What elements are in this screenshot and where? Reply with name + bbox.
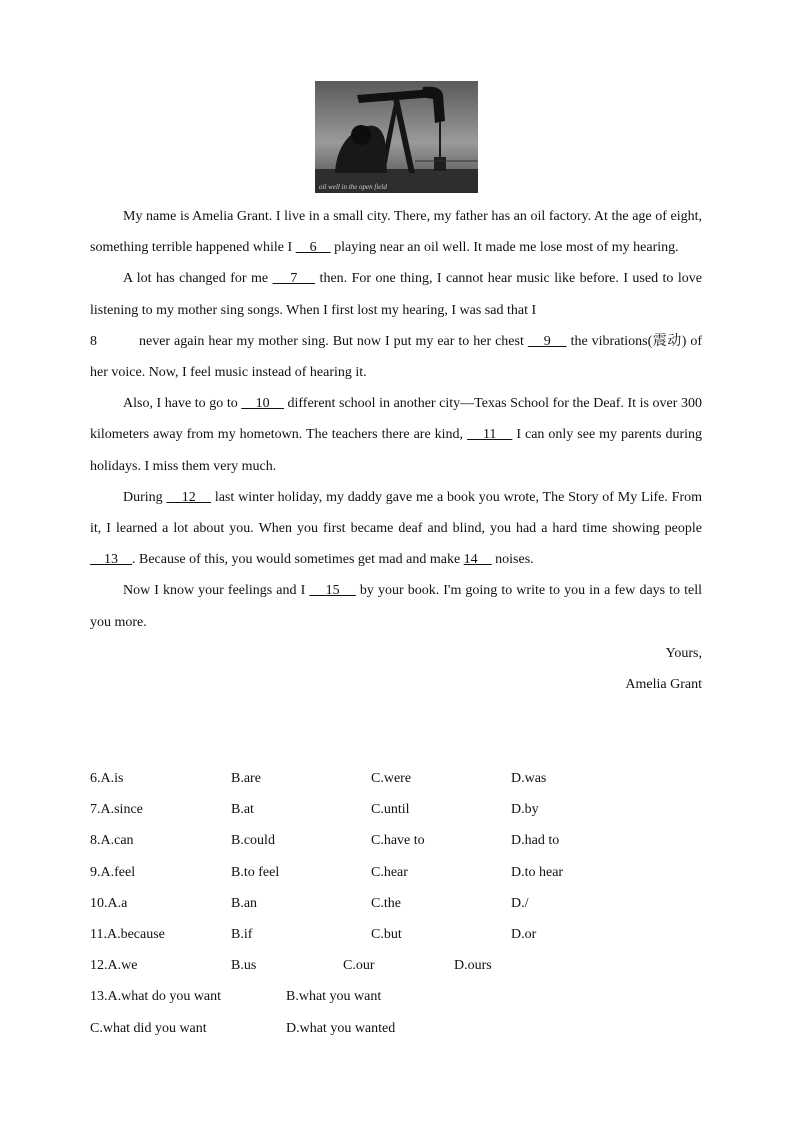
option: C.were	[371, 771, 412, 786]
paragraph-5: Now I know your feelings and I 15 by your book. I'm going to write to you in a few days to tell you more.	[90, 583, 703, 630]
option: C.but	[371, 926, 402, 942]
blank-11: 11	[467, 427, 513, 443]
option: D.or	[511, 926, 537, 942]
option: 10.A.a	[90, 895, 128, 911]
option: B.at	[231, 802, 254, 818]
blank-7: 7	[272, 271, 316, 287]
option: C.until	[371, 802, 410, 818]
blank-8: 8	[90, 333, 97, 349]
blank-10: 10	[241, 396, 284, 412]
option: B.to feel	[231, 864, 280, 880]
option: 9.A.feel	[90, 864, 136, 880]
blank-15: 15	[309, 583, 356, 599]
option: B.us	[231, 958, 257, 974]
option: D.ours	[454, 958, 492, 974]
option: D.what you wanted	[286, 1020, 396, 1036]
option: 6.A.is	[90, 771, 124, 786]
option: D.to hear	[511, 864, 564, 880]
option: D.was	[511, 771, 547, 786]
option: C.have to	[371, 833, 425, 849]
option: 8.A.can	[90, 833, 134, 849]
blank-6: 6	[295, 240, 331, 256]
option: C.the	[371, 895, 401, 911]
blank-13: 13	[90, 552, 132, 568]
option: D./	[511, 895, 529, 911]
photo-caption: oil well in the open field	[319, 183, 387, 191]
option: C.our	[343, 958, 375, 974]
blank-14: 14	[463, 552, 492, 568]
option: B.what you want	[286, 989, 382, 1005]
paragraph-1: My name is Amelia Grant. I live in a small city. There, my father has an oil factory. At the age of eight, something terrible happened while I 6 playing near an oil well. It made me lose most of my hearing.	[90, 209, 702, 256]
paragraph-2: A lot has changed for me 7 then. For one thing, I cannot hear music like before. I used to love listening to my mother sing songs. When I first lost my hearing, I was sad that I 8 never again hear my mother sing. But now I put my ear to her chest 9 the vibrations(震动) of her voice. Now, I feel music instead of hearing it.	[90, 271, 702, 381]
paragraph-4: During 12 last winter holiday, my daddy gave me a book you wrote, The Story of My Life. From it, I learned a lot about you. When you first became deaf and blind, you had a hard time showing people 13 . Because of this, you would sometimes get mad and make 14 noises.	[90, 489, 703, 568]
option: C.hear	[371, 864, 408, 880]
oil-well-photo	[315, 81, 478, 193]
option: 12.A.we	[90, 958, 138, 974]
option: 13.A.what do you want	[90, 989, 222, 1005]
blank-12: 12	[166, 489, 212, 505]
option: 7.A.since	[90, 802, 143, 818]
option: C.what did you want	[90, 1020, 207, 1036]
passage	[90, 201, 702, 700]
option: B.could	[231, 833, 275, 849]
option: B.an	[231, 895, 258, 911]
closing: Yours,	[665, 645, 702, 661]
signature: Amelia Grant	[625, 677, 702, 693]
blank-9: 9	[527, 333, 567, 349]
option: D.had to	[511, 833, 560, 849]
option: B.are	[231, 771, 261, 786]
option: D.by	[511, 802, 539, 818]
option: B.if	[231, 926, 253, 942]
paragraph-3: Also, I have to go to 10 different school in another city—Texas School for the Deaf. It is over 300 kilometers away from my hometown. The teachers there are kind, 11 I can only see my parents during holidays. I miss them very much.	[90, 396, 702, 474]
option: 11.A.because	[90, 926, 165, 942]
